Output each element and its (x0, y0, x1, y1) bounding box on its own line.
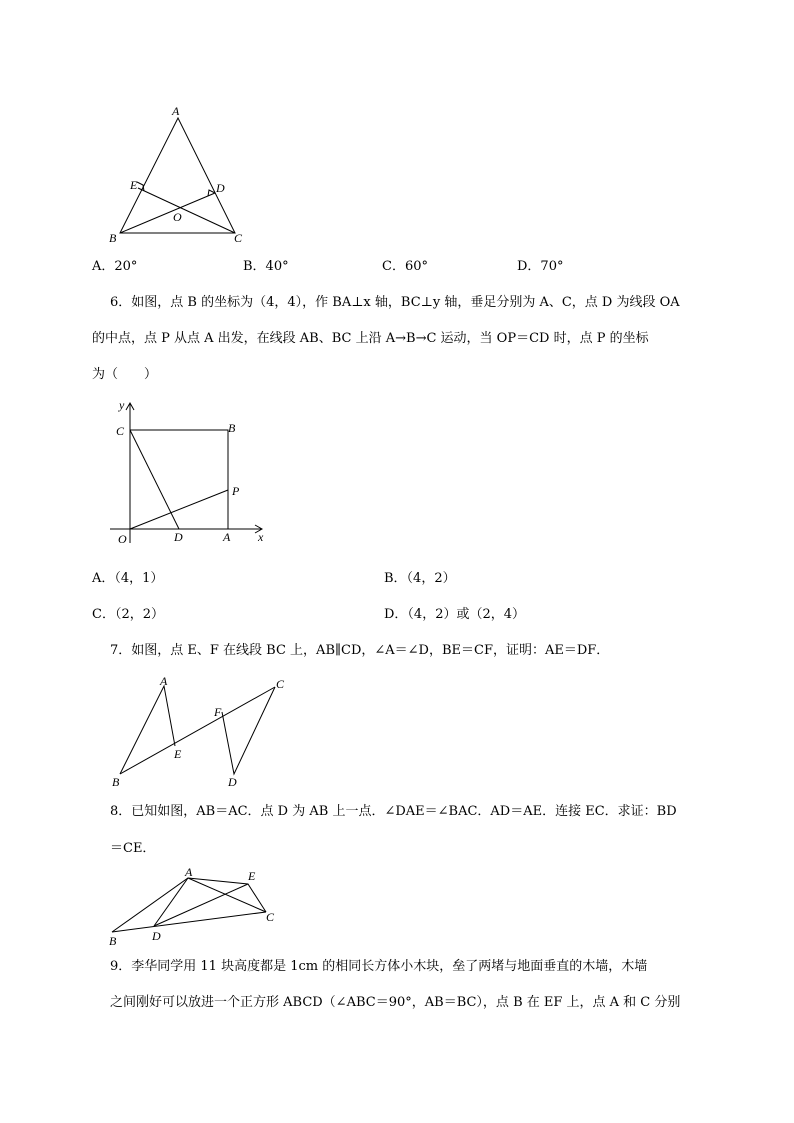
q6-text-line2: 的中点，点 P 从点 A 出发，在线段 AB、BC 上沿 A→B→C 运动，当 OP＝CD 时，点 P 的坐标 (92, 331, 649, 346)
q5-option-b: B．40° (243, 259, 289, 274)
q6-option-d: D．（4，2）或（2，4） (384, 607, 526, 622)
q5-label-a: A (172, 104, 180, 118)
q6-text-line3: 为（ ） (92, 367, 158, 382)
q9-text-line2: 之间刚好可以放进一个正方形 ABCD（∠ABC＝90°，AB＝BC），点 B 在 EF 上，点 A 和 C 分别 (110, 995, 681, 1010)
q5-label-c: C (234, 231, 243, 245)
q6-label-d: D (174, 530, 183, 544)
q5-label-o: O (173, 210, 182, 224)
q8-text-line2: ＝CE． (110, 841, 156, 856)
q8-label-d: D (152, 929, 161, 943)
q7-figure (100, 670, 300, 799)
q5-option-c: C．60° (382, 259, 428, 274)
q6-label-x: x (258, 530, 264, 544)
q6-label-a: A (223, 530, 231, 544)
q7-label-b: B (112, 775, 120, 789)
q5-option-d: D．70° (517, 259, 564, 274)
q7-text-line1: 7．如图，点 E、F 在线段 BC 上，AB∥CD，∠A＝∠D，BE＝CF，证明：AE＝DF． (110, 643, 610, 658)
q6-option-a: A．（4，1） (92, 571, 164, 586)
q5-label-e: E (130, 178, 138, 192)
q5-figure (100, 100, 260, 254)
q7-label-d: D (228, 775, 237, 789)
q8-label-a: A (185, 865, 193, 879)
q5-label-b: B (109, 231, 117, 245)
q7-label-e: E (174, 747, 182, 761)
q9-text-line1: 9．李华同学用 11 块高度都是 1cm 的相同长方体小木块，垒了两堵与地面垂直的木墙，木墙 (110, 959, 648, 974)
q8-label-c: C (266, 910, 275, 924)
q6-text-line1: 6．如图，点 B 的坐标为（4，4），作 BA⊥x 轴，BC⊥y 轴，垂足分别为 A、C，点 D 为线段 OA (110, 295, 680, 310)
q8-label-e: E (248, 869, 256, 883)
q6-label-p: P (232, 484, 240, 498)
q6-figure (100, 393, 280, 557)
q7-label-c: C (276, 677, 285, 691)
q6-label-y: y (119, 398, 125, 412)
q7-label-a: A (160, 674, 168, 688)
q5-option-a: A．20° (92, 259, 138, 274)
q5-label-d: D (216, 181, 225, 195)
q6-option-b: B．（4，2） (384, 571, 456, 586)
q6-label-c: C (116, 424, 125, 438)
q8-text-line1: 8．已知如图，AB＝AC．点 D 为 AB 上一点．∠DAE＝∠BAC．AD＝AE．连接 EC．求证：BD (110, 804, 677, 819)
q6-label-b: B (228, 421, 236, 435)
q6-label-o: O (118, 532, 127, 546)
q8-figure (100, 862, 290, 956)
q7-label-f: F (214, 705, 222, 719)
q6-option-c: C．（2，2） (92, 607, 164, 622)
q8-label-b: B (109, 934, 117, 948)
